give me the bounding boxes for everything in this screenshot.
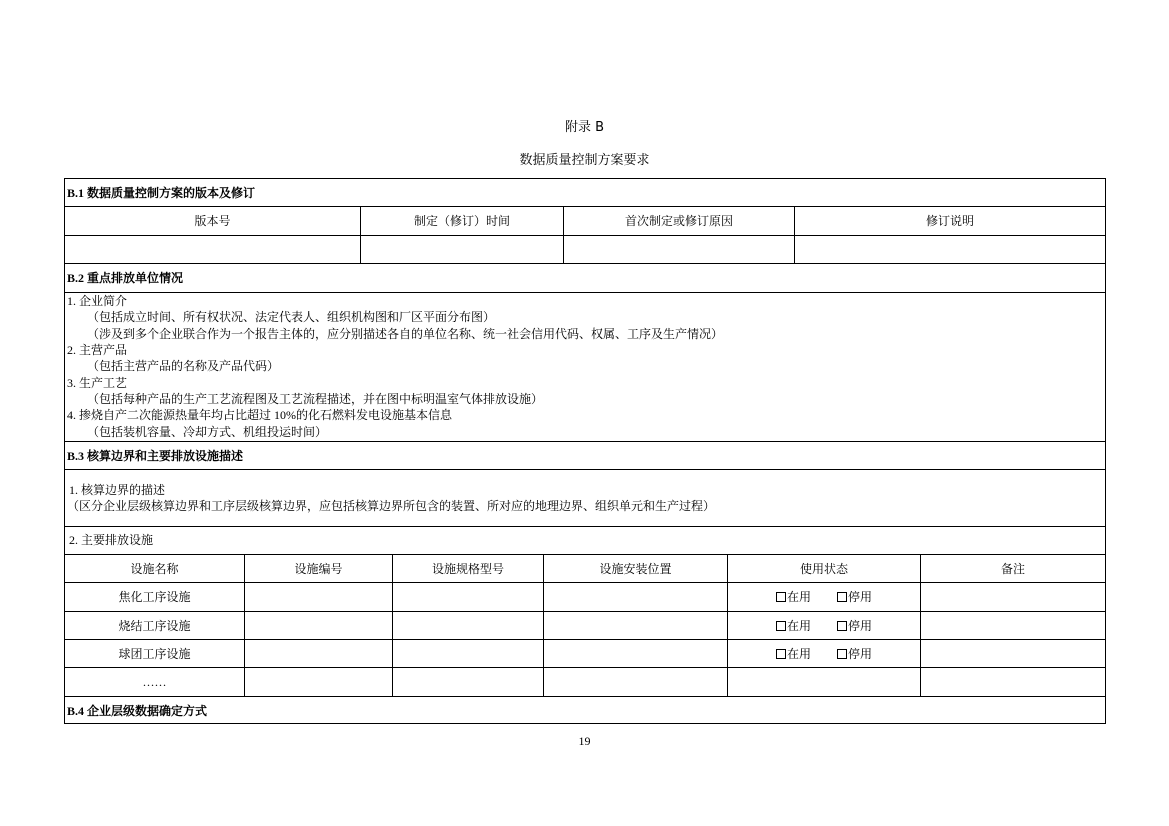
- usage-status-cell: [728, 640, 920, 668]
- b2-line: 1. 企业简介: [67, 294, 128, 308]
- checkbox-icon: [837, 621, 847, 631]
- b2-line: 2. 主营产品: [67, 343, 128, 357]
- section-b4-heading: B.4 企业层级数据确定方式: [67, 704, 208, 718]
- b2-line: （包括主营产品的名称及产品代码）: [87, 359, 280, 373]
- b3-facilities-title: 2. 主要排放设施: [69, 533, 154, 547]
- checkbox-in-use[interactable]: 在用: [776, 590, 811, 604]
- checkbox-icon: [776, 621, 786, 631]
- b2-line: 3. 生产工艺: [67, 376, 128, 390]
- facility-name-cell: 烧结工序设施: [118, 619, 191, 633]
- col-facility-id: 设施编号: [294, 562, 343, 576]
- col-facility-location: 设施安装位置: [599, 562, 672, 576]
- b2-line: （包括每种产品的生产工艺流程图及工艺流程描述，并在图中标明温室气体排放设施）: [87, 392, 544, 406]
- col-usage-status: 使用状态: [799, 562, 848, 576]
- usage-status-cell: [728, 612, 920, 640]
- b2-line: （涉及到多个企业联合作为一个报告主体的，应分别描述各自的单位名称、统一社会信用代码、权属、工序及生产情况）: [87, 327, 724, 341]
- col-revision-note: 修订说明: [925, 214, 974, 228]
- col-facility-name: 设施名称: [130, 562, 179, 576]
- section-b3-heading: B.3 核算边界和主要排放设施描述: [67, 449, 244, 463]
- b3-boundary-title: 1. 核算边界的描述: [69, 483, 166, 497]
- requirements-table: [64, 178, 1106, 724]
- col-revision-time: 制定（修订）时间: [413, 214, 510, 228]
- checkbox-in-use[interactable]: 在用: [776, 647, 811, 661]
- page-title: 数据质量控制方案要求: [519, 153, 650, 168]
- facility-name-cell: 焦化工序设施: [118, 590, 191, 604]
- checkbox-in-use[interactable]: 在用: [776, 619, 811, 633]
- col-version: 版本号: [194, 214, 231, 228]
- ellipsis-cell: ……: [142, 675, 167, 689]
- checkbox-stopped[interactable]: 停用: [837, 590, 872, 604]
- usage-status-cell: [728, 583, 920, 611]
- checkbox-stopped[interactable]: 停用: [837, 619, 872, 633]
- b2-line: 4. 掺烧自产二次能源热量年均占比超过 10%的化石燃料发电设施基本信息: [67, 408, 452, 422]
- col-revision-reason: 首次制定或修订原因: [624, 214, 733, 228]
- col-remarks: 备注: [1000, 562, 1025, 576]
- b3-boundary-desc: （区分企业层级核算边界和工序层级核算边界，应包括核算边界所包含的装置、所对应的地理边界、组织单元和生产过程）: [67, 499, 716, 513]
- section-b2-heading: B.2 重点排放单位情况: [67, 271, 184, 285]
- appendix-label: 附录 B: [564, 120, 605, 135]
- checkbox-icon: [837, 649, 847, 659]
- col-facility-spec: 设施规格型号: [431, 562, 504, 576]
- section-b1-heading: B.1 数据质量控制方案的版本及修订: [67, 186, 256, 200]
- facility-name-cell: 球团工序设施: [118, 647, 191, 661]
- checkbox-icon: [776, 592, 786, 602]
- checkbox-icon: [776, 649, 786, 659]
- b2-line: （包括成立时间、所有权状况、法定代表人、组织机构图和厂区平面分布图）: [87, 310, 496, 324]
- checkbox-stopped[interactable]: 停用: [837, 647, 872, 661]
- page-number: 19: [578, 734, 591, 748]
- checkbox-icon: [837, 592, 847, 602]
- b2-line: （包括装机容量、冷却方式、机组投运时间）: [87, 425, 328, 439]
